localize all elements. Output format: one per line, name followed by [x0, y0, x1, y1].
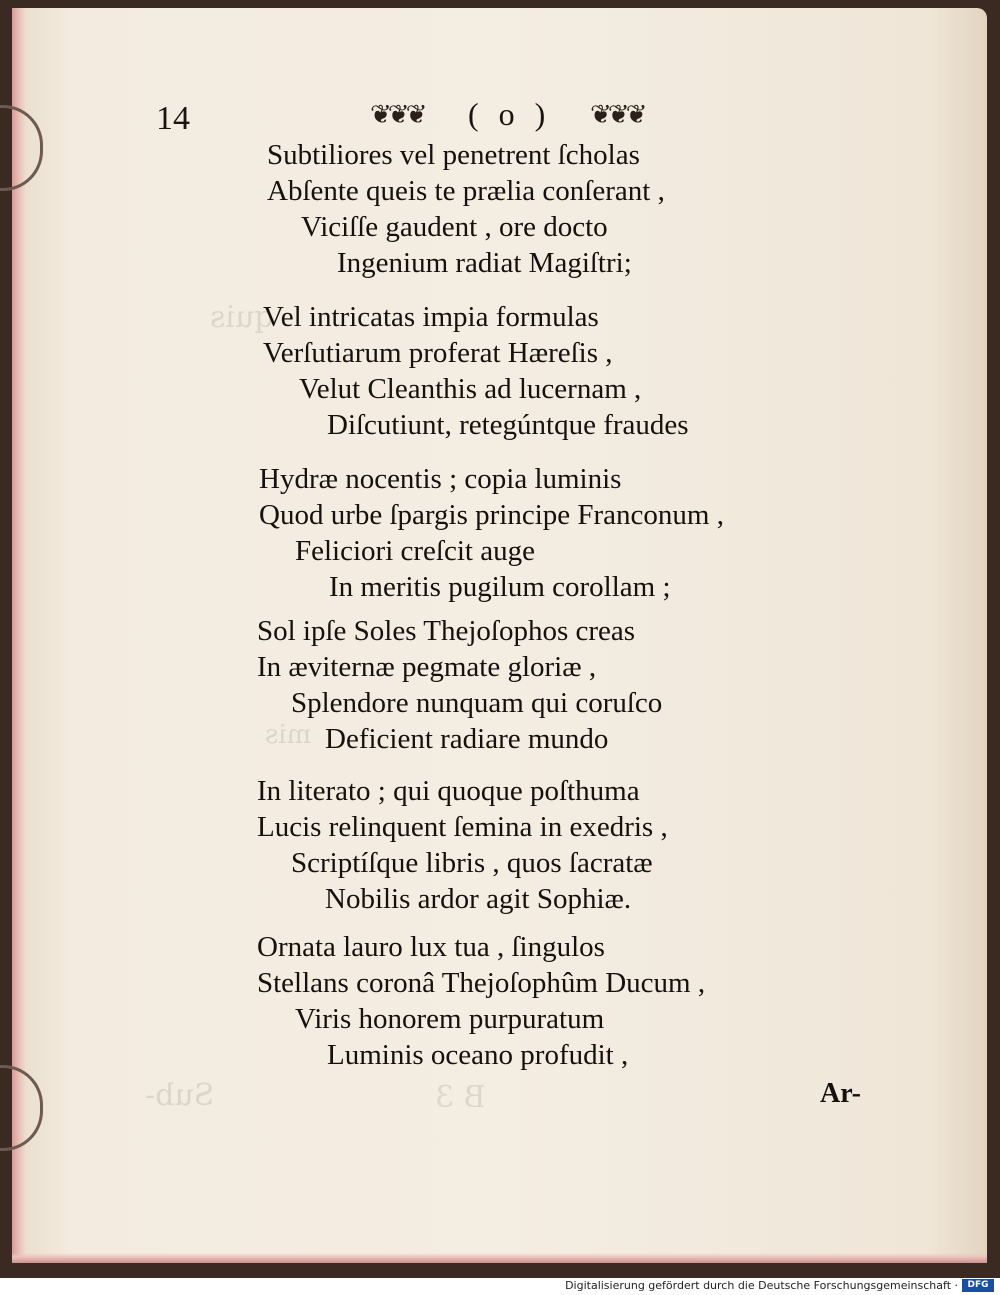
poem-line: Viris honorem purpuratum — [295, 1003, 605, 1035]
poem-line: In meritis pugilum corollam ; — [329, 571, 671, 603]
poem-line: Nobilis ardor agit Sophiæ. — [325, 883, 632, 915]
bleed-through-word: B 3 — [435, 1080, 486, 1115]
poem-line: Velut Cleanthis ad lucernam , — [299, 373, 642, 405]
ornament-icon: ❦❦❦ — [590, 100, 644, 130]
poem-line: Feliciori creſcit auge — [295, 535, 535, 567]
poem-line: Splendore nunquam qui coruſco — [291, 687, 663, 719]
poem-line: Abſente queis te prælia conſerant , — [267, 175, 665, 207]
bleed-through-word: Sub- — [145, 1078, 215, 1113]
poem-line: Luminis oceano profudit , — [327, 1039, 629, 1071]
poem-line: Ornata lauro lux tua , ſingulos — [257, 931, 605, 963]
poem-line: In literato ; qui quoque poſthuma — [257, 775, 640, 807]
page-number: 14 — [156, 100, 190, 137]
footer-bar — [0, 1278, 1000, 1295]
header-mark: ( o ) — [468, 96, 552, 132]
poem-line: Verſutiarum proferat Hæreſis , — [263, 337, 613, 369]
poem-line: Deficient radiare mundo — [325, 723, 609, 755]
page-edge-bottom — [12, 1253, 987, 1263]
bleed-through-word: mis — [265, 720, 312, 750]
poem-line: Sol ipſe Soles Thejoſophos creas — [257, 615, 636, 647]
poem-line: Hydræ nocentis ; copia luminis — [259, 463, 622, 495]
poem-line: Lucis relinquent ſemina in exedris , — [257, 811, 668, 843]
poem-line: Diſcutiunt, retegúntque fraudes — [327, 409, 689, 441]
poem-line: Quod urbe ſpargis principe Franconum , — [259, 499, 724, 531]
bleed-through-word: quis — [210, 300, 274, 335]
poem-line: Ingenium radiat Magiſtri; — [337, 247, 632, 279]
poem-line: Viciſſe gaudent , ore docto — [301, 211, 608, 243]
dfg-logo-icon: DFG — [962, 1279, 994, 1292]
ornament-icon: ❦❦❦ — [370, 100, 424, 130]
poem-line: Stellans coronâ Thejoſophûm Ducum , — [257, 967, 706, 999]
page-header — [150, 92, 690, 142]
poem-line: Scriptíſque libris , quos ſacratæ — [291, 847, 653, 879]
poem-line: Subtiliores vel penetrent ſcholas — [267, 139, 640, 171]
poem-line: Vel intricatas impia formulas — [263, 301, 599, 333]
poem-line: In æviternæ pegmate gloriæ , — [257, 651, 597, 683]
catchword: Ar- — [820, 1078, 861, 1109]
funding-credit: Digitalisierung gefördert durch die Deutsche Forschungsgemeinschaft · — [565, 1279, 958, 1292]
